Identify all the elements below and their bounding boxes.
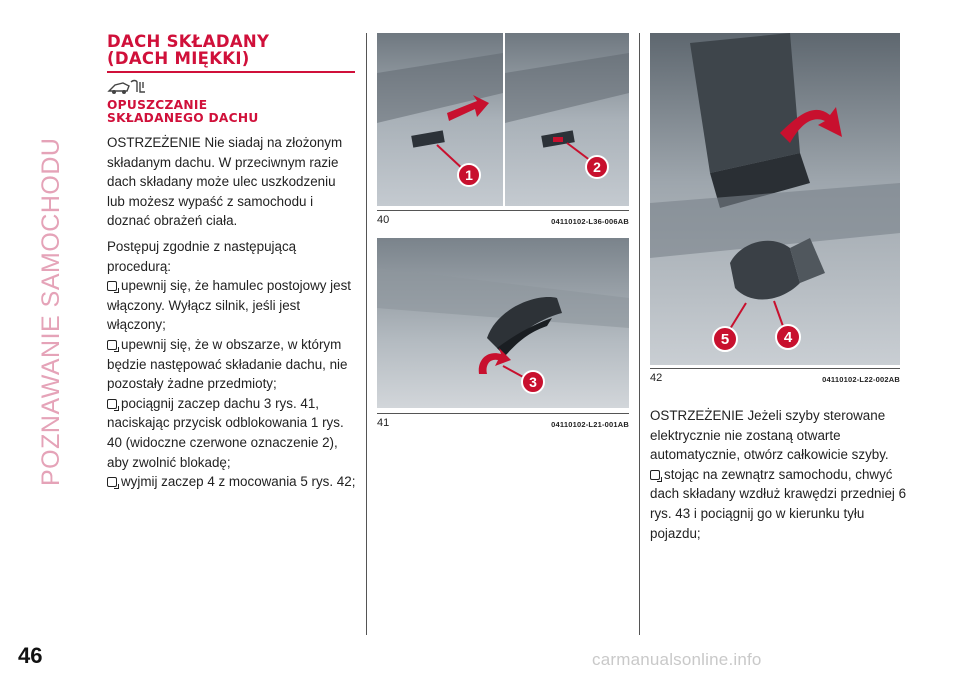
step-item: pociągnij zaczep dachu 3 rys. 41, naciskając przycisk odblokowania 1 rys. 40 (widoczne czerwone oznaczenie 2), aby zwolnić blokadę;: [107, 395, 344, 470]
intro-paragraph: Postępuj zgodnie z następującą procedurą:: [107, 238, 297, 274]
step-item: stojąc na zewnątrz samochodu, chwyć dach składany wzdłuż krawędzi przedniej 6 rys. 43 i pociągnij go w kierunku tyłu pojazdu;: [650, 466, 907, 541]
step-bullet-icon: [107, 340, 117, 350]
figure-42-image: [650, 33, 900, 365]
svg-text:1: 1: [465, 167, 473, 183]
step-bullet-icon: [107, 477, 117, 487]
text-column-right: [650, 406, 910, 543]
car-variant-icon: [107, 78, 357, 96]
step-bullet-icon: [107, 399, 117, 409]
svg-text:3: 3: [529, 374, 537, 390]
section-heading: DACH SKŁADANY (DACH MIĘKKI): [107, 32, 270, 68]
figure-41-image: [377, 238, 629, 408]
step-item: wyjmij zaczep 4 z mocowania 5 rys. 42;: [107, 472, 357, 492]
step-item: upewnij się, że hamulec postojowy jest włączony. Wyłącz silnik, jeśli jest włączony;: [107, 278, 351, 333]
figure-number: 42: [650, 372, 663, 384]
figure-code: 04110102-L21-001AB: [551, 420, 629, 429]
svg-text:2: 2: [593, 159, 601, 175]
svg-text:4: 4: [783, 329, 793, 346]
subsection-heading: OPUSZCZANIE SKŁADANEGO DACHU: [107, 98, 259, 125]
step-item: upewnij się, że w obszarze, w którym będzie następować składanie dachu, nie pozostały żadne przedmioty;: [107, 336, 348, 392]
watermark: carmanualsonline.info: [592, 650, 762, 669]
figure-40-image: [377, 33, 629, 206]
warning-paragraph: OSTRZEŻENIE Nie siadaj na złożonym składanym dachu. W przeciwnym razie dach składany może ulec uszkodzeniu lub możesz wypaść z samochodu i doznać obrażeń ciała.: [107, 135, 343, 229]
figure-code: 04110102-L22-002AB: [822, 375, 900, 384]
figure-number: 41: [377, 417, 390, 429]
figure-40-caption: [377, 210, 629, 226]
side-section-title: POZNAWANIE SAMOCHODU: [37, 137, 65, 486]
text-column-left: [107, 33, 357, 492]
figure-41-caption: [377, 413, 629, 429]
page-number: 46: [18, 643, 43, 668]
warning-paragraph: OSTRZEŻENIE Jeżeli szyby sterowane elektrycznie nie zostaną otwarte automatycznie, otwórz całkowicie szyby.: [650, 408, 889, 463]
figure-number: 40: [377, 214, 390, 226]
svg-text:5: 5: [720, 331, 730, 348]
figure-42-caption: [650, 368, 900, 384]
figure-code: 04110102-L36-006AB: [551, 217, 629, 226]
step-bullet-icon: [107, 281, 117, 291]
column-divider-right: [639, 33, 640, 635]
step-bullet-icon: [650, 470, 660, 480]
heading-rule: [107, 71, 355, 73]
column-divider-left: [366, 33, 367, 635]
